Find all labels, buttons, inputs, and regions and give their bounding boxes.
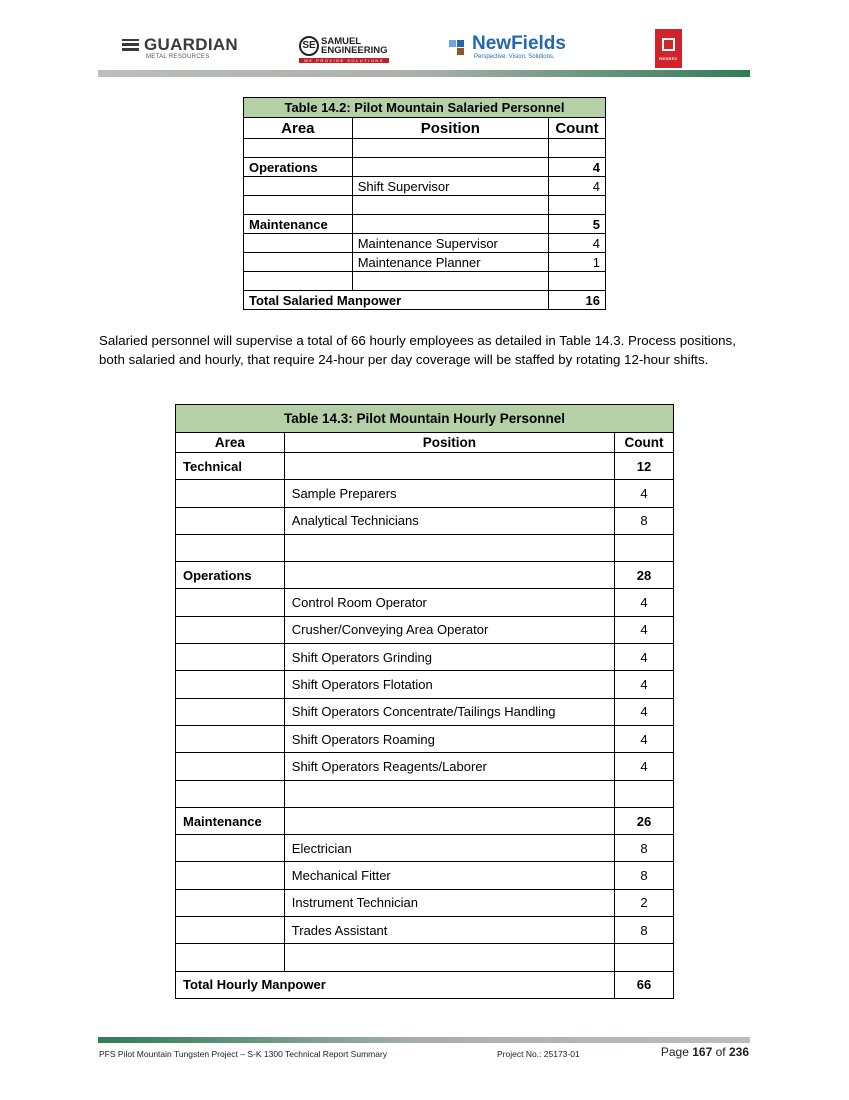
position-cell [352, 272, 548, 291]
table-row [176, 917, 674, 944]
position-cell: Shift Supervisor [352, 177, 548, 196]
table-row [176, 589, 674, 616]
hourly-personnel-table [175, 404, 674, 999]
count-cell: 4 [549, 177, 606, 196]
position-cell: Mechanical Fitter [284, 862, 614, 889]
table-header-row [244, 118, 606, 139]
page-current: 167 [692, 1045, 713, 1059]
position-cell: Maintenance Supervisor [352, 234, 548, 253]
position-cell: Shift Operators Reagents/Laborer [284, 753, 614, 780]
footer-rule [98, 1037, 750, 1043]
table-row [176, 534, 674, 561]
table-header-row [176, 433, 674, 453]
table-row [176, 698, 674, 725]
table-row [244, 215, 606, 234]
position-cell [352, 139, 548, 158]
page-total: 236 [728, 1045, 749, 1059]
count-cell [615, 944, 674, 971]
area-cell [176, 780, 285, 807]
samuel-line1: SAMUEL [321, 36, 362, 47]
area-cell [176, 725, 285, 752]
count-cell: 4 [615, 589, 674, 616]
count-cell: 28 [615, 562, 674, 589]
table-row [244, 196, 606, 215]
area-cell [176, 917, 285, 944]
resrec-mark-icon [662, 38, 675, 51]
column-header-area: Area [244, 118, 353, 139]
position-cell [352, 158, 548, 177]
footer-project-number: Project No.: 25173-01 [497, 1049, 580, 1059]
count-cell: 8 [615, 835, 674, 862]
column-header-count: Count [549, 118, 606, 139]
position-cell [284, 534, 614, 561]
position-cell: Shift Operators Grinding [284, 644, 614, 671]
area-cell [176, 507, 285, 534]
area-cell [176, 944, 285, 971]
count-cell: 2 [615, 889, 674, 916]
position-cell [284, 780, 614, 807]
area-cell [176, 698, 285, 725]
guardian-logo-sub: METAL RESOURCES [146, 54, 210, 60]
area-cell [244, 139, 353, 158]
salaried-personnel-table [243, 97, 606, 310]
position-cell: Trades Assistant [284, 917, 614, 944]
position-cell: Crusher/Conveying Area Operator [284, 616, 614, 643]
count-cell [549, 272, 606, 291]
table-caption-row [176, 405, 674, 433]
footer-page-number [661, 1045, 749, 1059]
resrec-logo [655, 29, 682, 68]
guardian-logo [122, 36, 238, 61]
count-cell: 26 [615, 807, 674, 834]
count-cell: 8 [615, 917, 674, 944]
position-cell: Sample Preparers [284, 480, 614, 507]
area-cell [244, 234, 353, 253]
count-cell: 4 [615, 480, 674, 507]
samuel-line2: ENGINEERING [321, 45, 388, 56]
newfields-square-icon [457, 48, 464, 55]
area-cell [176, 753, 285, 780]
table-total-row [244, 291, 606, 310]
position-cell: Shift Operators Concentrate/Tailings Handling [284, 698, 614, 725]
table-caption-row [244, 98, 606, 118]
count-cell: 4 [615, 616, 674, 643]
position-cell [284, 453, 614, 480]
count-cell: 5 [549, 215, 606, 234]
newfields-square-icon [457, 40, 464, 47]
area-cell [176, 534, 285, 561]
table-row [176, 807, 674, 834]
area-cell [176, 671, 285, 698]
position-cell: Instrument Technician [284, 889, 614, 916]
table-row [176, 671, 674, 698]
page-of: of [715, 1045, 726, 1059]
position-cell [284, 807, 614, 834]
total-label: Total Salaried Manpower [244, 291, 549, 310]
table-row [176, 835, 674, 862]
table-row [244, 177, 606, 196]
count-cell: 12 [615, 453, 674, 480]
table-row [176, 453, 674, 480]
area-cell: Maintenance [244, 215, 353, 234]
area-cell [176, 480, 285, 507]
table-row [176, 507, 674, 534]
newfields-tagline: Perspective. Vision. Solutions. [474, 54, 555, 60]
area-cell [176, 835, 285, 862]
area-cell: Operations [176, 562, 285, 589]
area-cell [176, 616, 285, 643]
position-cell [284, 562, 614, 589]
position-cell: Maintenance Planner [352, 253, 548, 272]
page-header [0, 0, 849, 80]
count-cell: 8 [615, 507, 674, 534]
table-row [176, 480, 674, 507]
count-cell [549, 196, 606, 215]
total-count: 16 [549, 291, 606, 310]
column-header-position: Position [352, 118, 548, 139]
count-cell [615, 780, 674, 807]
area-cell [176, 889, 285, 916]
table-caption: Table 14.2: Pilot Mountain Salaried Personnel [244, 98, 606, 118]
table-row [176, 862, 674, 889]
table-row [244, 253, 606, 272]
table-caption: Table 14.3: Pilot Mountain Hourly Personnel [176, 405, 674, 433]
position-cell: Control Room Operator [284, 589, 614, 616]
samuel-engineering-logo [299, 36, 389, 64]
table-row [176, 780, 674, 807]
position-cell [352, 215, 548, 234]
area-cell [244, 253, 353, 272]
header-rule [98, 70, 750, 77]
position-cell [352, 196, 548, 215]
total-count: 66 [615, 971, 674, 998]
total-label: Total Hourly Manpower [176, 971, 615, 998]
table-row [244, 139, 606, 158]
area-cell [176, 862, 285, 889]
position-cell: Electrician [284, 835, 614, 862]
count-cell: 4 [615, 671, 674, 698]
count-cell: 4 [615, 644, 674, 671]
position-cell: Shift Operators Flotation [284, 671, 614, 698]
table-row [244, 234, 606, 253]
table-row [176, 889, 674, 916]
column-header-area: Area [176, 433, 285, 453]
position-cell: Analytical Technicians [284, 507, 614, 534]
guardian-logo-name: GUARDIAN [144, 35, 239, 54]
table-row [176, 562, 674, 589]
area-cell: Operations [244, 158, 353, 177]
footer-report-title: PFS Pilot Mountain Tungsten Project – S-K 1300 Technical Report Summary [99, 1049, 388, 1059]
area-cell [176, 589, 285, 616]
count-cell: 4 [549, 158, 606, 177]
page-prefix: Page [660, 1045, 689, 1059]
area-cell [176, 644, 285, 671]
table-row [244, 158, 606, 177]
newfields-square-icon [449, 48, 456, 55]
table-row [244, 272, 606, 291]
table-row [176, 753, 674, 780]
samuel-mark: SE [299, 36, 319, 56]
area-cell [244, 196, 353, 215]
count-cell: 4 [615, 698, 674, 725]
position-cell: Shift Operators Roaming [284, 725, 614, 752]
samuel-logo-text [321, 37, 388, 55]
table-row [176, 616, 674, 643]
area-cell [244, 177, 353, 196]
menu-lines-icon [122, 39, 139, 51]
newfields-square-icon [449, 40, 456, 47]
column-header-position: Position [284, 433, 614, 453]
count-cell: 4 [549, 234, 606, 253]
table-row [176, 725, 674, 752]
area-cell [244, 272, 353, 291]
column-header-count: Count [615, 433, 674, 453]
table-row [176, 944, 674, 971]
count-cell: 4 [615, 725, 674, 752]
samuel-tagline: WE PROVIDE SOLUTIONS [299, 58, 389, 63]
newfields-logo-name: NewFields [472, 33, 566, 54]
count-cell [615, 534, 674, 561]
count-cell: 4 [615, 753, 674, 780]
count-cell [549, 139, 606, 158]
count-cell: 1 [549, 253, 606, 272]
body-paragraph: Salaried personnel will supervise a total of 66 hourly employees as detailed in Table 14.3. Process positions, both salaried and hourly, that require 24-hour per day coverage will be staffed by rotating 12-hour shifts. [99, 333, 736, 367]
position-cell [284, 944, 614, 971]
area-cell: Maintenance [176, 807, 285, 834]
count-cell: 8 [615, 862, 674, 889]
table-row [176, 644, 674, 671]
resrec-logo-text: RESREC [659, 56, 678, 61]
table-total-row [176, 971, 674, 998]
area-cell: Technical [176, 453, 285, 480]
